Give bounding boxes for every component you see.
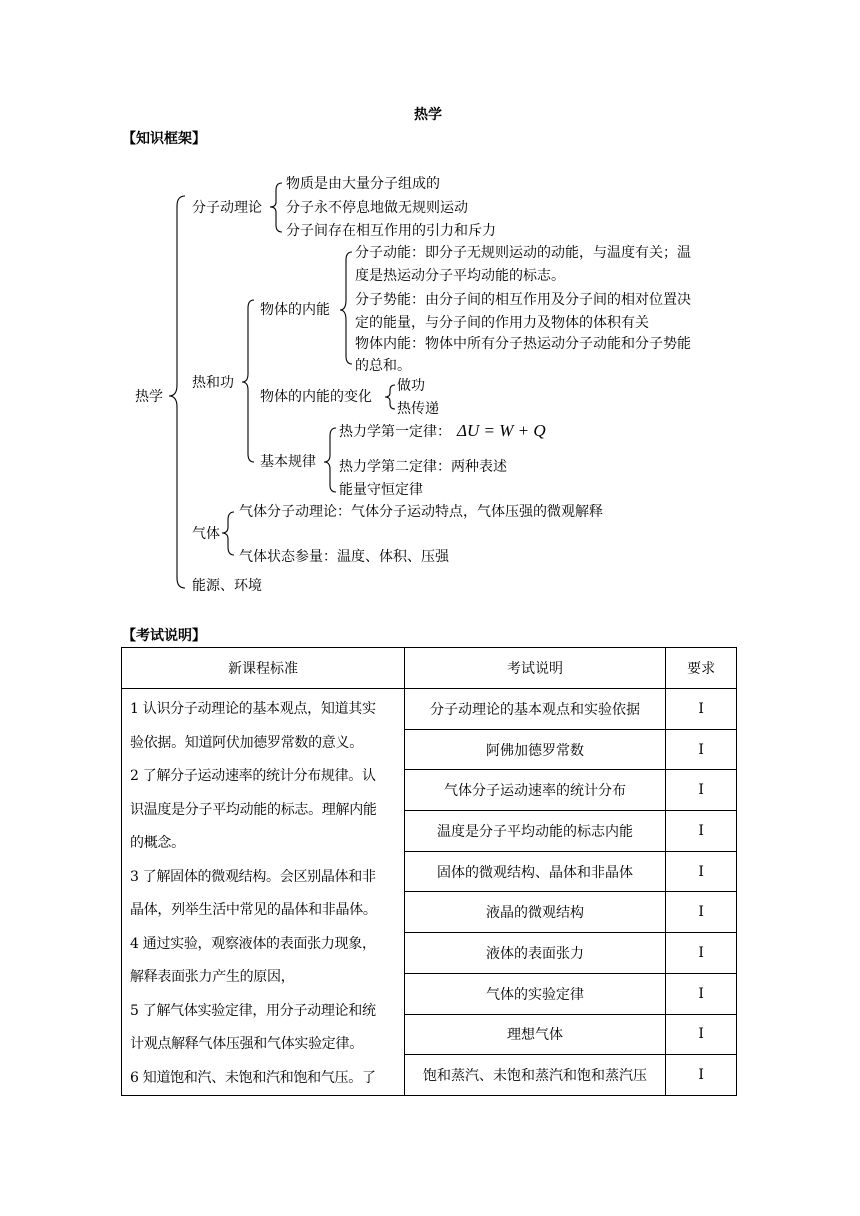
exam-req-cell: I (666, 892, 737, 933)
change-item: 热传递 (397, 401, 439, 417)
standard-line: 4 通过实验，观察液体的表面张力现象， (130, 935, 376, 952)
framework-root: 热学 (135, 389, 163, 405)
exam-req-cell: I (666, 729, 737, 770)
exam-desc-cell: 液体的表面张力 (404, 933, 665, 974)
exam-req-cell: I (666, 933, 737, 974)
gas-item: 气体状态参量：温度、体积、压强 (239, 549, 449, 565)
second-law: 热力学第二定律：两种表述 (339, 459, 507, 475)
exam-heading: 【考试说明】 (122, 628, 206, 644)
internal-energy-line: 度是热运动分子平均动能的标志。 (355, 268, 565, 284)
exam-req-cell: I (666, 689, 737, 730)
first-law-formula: ΔU = W + Q (457, 421, 546, 440)
table-row (122, 689, 737, 730)
change-label: 物体的内能的变化 (260, 389, 372, 405)
table-header-row (122, 648, 737, 689)
exam-desc-cell: 液晶的微观结构 (404, 892, 665, 933)
exam-desc-cell: 气体分子运动速率的统计分布 (404, 770, 665, 811)
standard-line: 的概念。 (130, 835, 185, 851)
internal-energy-line: 的总和。 (355, 358, 411, 374)
standard-line: 5 了解气体实验定律，用分子动理论和统 (130, 1002, 376, 1019)
brace-gas (222, 512, 234, 555)
conservation-law: 能量守恒定律 (339, 482, 423, 498)
energy-label: 能源、环境 (192, 578, 262, 594)
first-law (339, 421, 546, 442)
exam-desc-cell: 理想气体 (404, 1014, 665, 1055)
standard-line: 1 认识分子动理论的基本观点，知道其实 (130, 701, 376, 717)
brace-laws (324, 428, 336, 492)
brace-heat-work (242, 300, 254, 462)
molecular-item: 分子永不停息地做无规则运动 (286, 200, 468, 216)
exam-table (121, 647, 737, 1096)
exam-req-cell: I (666, 973, 737, 1014)
standard-line: 3 了解固体的微观结构。会区别晶体和非 (130, 868, 376, 885)
exam-req-cell: I (666, 851, 737, 892)
page-title: 热学 (414, 107, 442, 123)
framework-heading: 【知识框架】 (122, 131, 206, 147)
internal-energy-label: 物体的内能 (260, 302, 330, 318)
molecular-item: 分子间存在相互作用的引力和斥力 (286, 223, 496, 239)
brace-change (385, 385, 395, 409)
heat-work-label: 热和功 (192, 375, 234, 391)
first-law-prefix: 热力学第一定律： (339, 424, 451, 440)
laws-label: 基本规律 (260, 454, 316, 470)
standard-line: 6 知道饱和汽、未饱和汽和饱和气压。了 (130, 1069, 376, 1086)
standard-line: 计观点解释气体压强和气体实验定律。 (130, 1036, 363, 1052)
brace-internal-energy (340, 252, 352, 364)
gas-label: 气体 (192, 526, 220, 542)
brace-molecular (270, 183, 282, 232)
exam-desc-cell: 气体的实验定律 (404, 973, 665, 1014)
header-standard: 新课程标准 (122, 648, 405, 689)
exam-req-cell: I (666, 811, 737, 852)
exam-desc-cell: 分子动理论的基本观点和实验依据 (404, 689, 665, 730)
internal-energy-line: 分子动能：即分子无规则运动的动能，与温度有关；温 (355, 245, 691, 261)
gas-item: 气体分子动理论：气体分子运动特点，气体压强的微观解释 (239, 504, 603, 520)
molecular-item: 物质是由大量分子组成的 (286, 176, 440, 192)
molecular-label: 分子动理论 (192, 200, 262, 216)
exam-desc-cell: 温度是分子平均动能的标志内能 (404, 811, 665, 852)
exam-req-cell: I (666, 1055, 737, 1096)
header-description: 考试说明 (404, 648, 665, 689)
exam-desc-cell: 阿佛加德罗常数 (404, 729, 665, 770)
standard-line: 识温度是分子平均动能的标志。理解内能 (130, 801, 377, 818)
exam-req-cell: I (666, 770, 737, 811)
standard-line: 2 了解分子运动速率的统计分布规律。认 (130, 768, 376, 784)
internal-energy-line: 定的能量，与分子间的作用力及物体的体积有关 (355, 315, 649, 331)
header-requirement: 要求 (666, 648, 737, 689)
exam-desc-cell: 固体的微观结构、晶体和非晶体 (404, 851, 665, 892)
standard-line: 验依据。知道阿伏加德罗常数的意义。 (130, 734, 363, 751)
exam-req-cell: I (666, 1014, 737, 1055)
standard-line: 晶体，列举生活中常见的晶体和非晶体。 (130, 902, 377, 918)
standards-cell (122, 689, 405, 1096)
internal-energy-line: 物体内能：物体中所有分子热运动分子动能和分子势能 (355, 336, 691, 352)
internal-energy-line: 分子势能：由分子间的相互作用及分子间的相对位置决 (355, 292, 691, 308)
standard-line: 解释表面张力产生的原因， (130, 969, 295, 985)
exam-desc-cell: 饱和蒸汽、未饱和蒸汽和饱和蒸汽压 (404, 1055, 665, 1096)
brace-root (169, 196, 185, 588)
change-item: 做功 (397, 378, 425, 394)
